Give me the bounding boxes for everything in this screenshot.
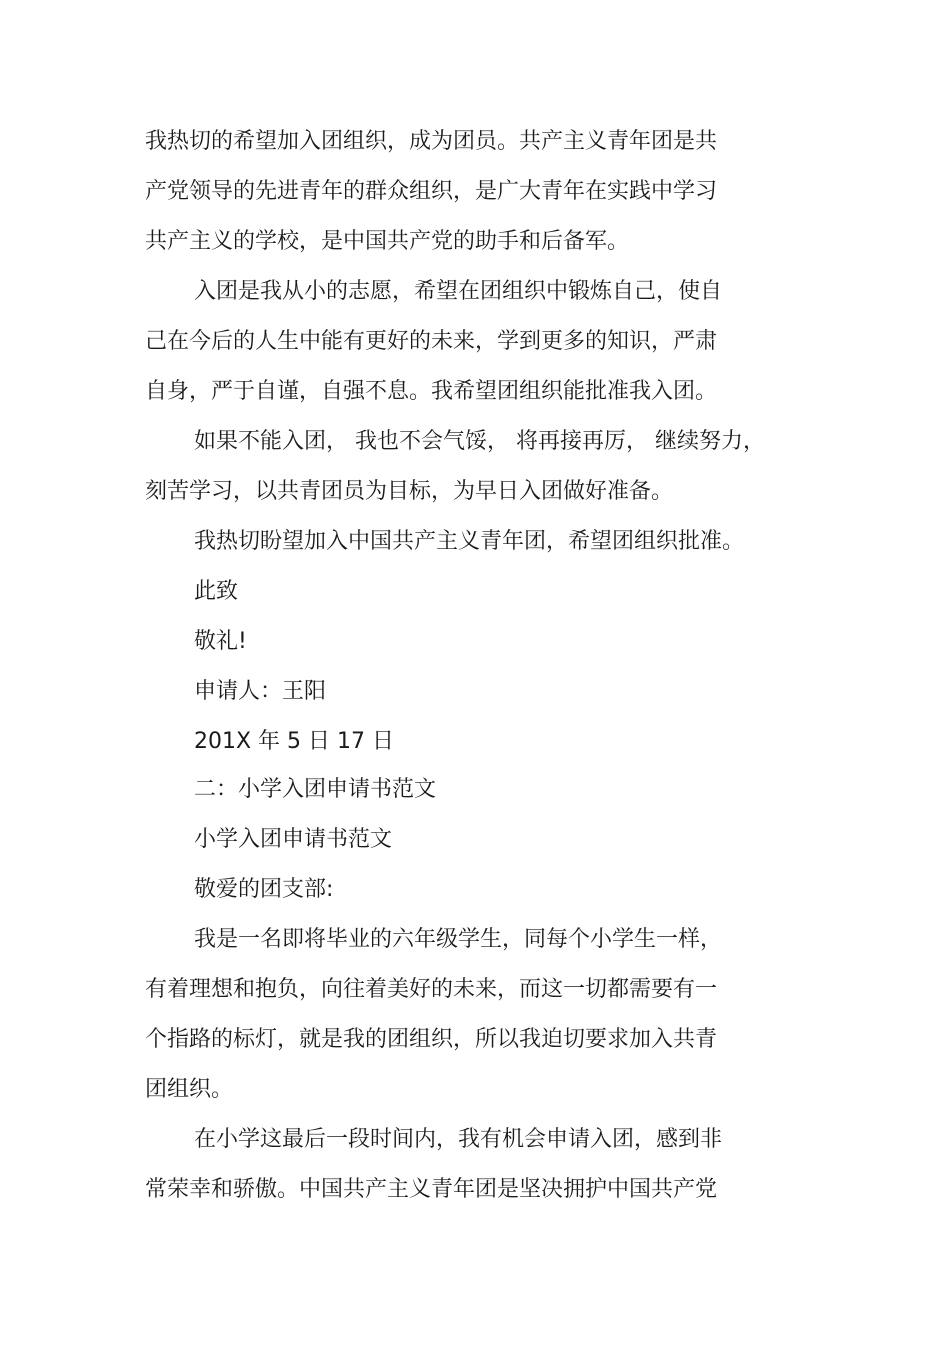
body-text-line: 个指路的标灯，就是我的团组织，所以我迫切要求加入共青	[145, 1027, 718, 1052]
addressee: 敬爱的团支部:	[194, 877, 334, 902]
document-title: 小学入团申请书范文	[194, 827, 393, 852]
body-text-line: 有着理想和抱负，向往着美好的未来，而这一切都需要有一	[145, 977, 718, 1002]
body-text-line: 我热切盼望加入中国共产主义青年团，希望团组织批准。	[194, 529, 745, 554]
closing-regards: 敬礼!	[194, 629, 247, 654]
body-text-line: 我热切的希望加入团组织，成为团员。共产主义青年团是共	[145, 129, 718, 154]
section-heading: 二：小学入团申请书范文	[194, 777, 437, 802]
body-text-line: 在小学这最后一段时间内，我有机会申请入团，感到非	[194, 1127, 723, 1152]
body-text-line: 产党领导的先进青年的群众组织，是广大青年在实践中学习	[145, 179, 718, 204]
body-text-line: 团组织。	[145, 1077, 234, 1102]
body-text-line: 共产主义的学校，是中国共产党的助手和后备军。	[145, 229, 630, 254]
body-text-line: 我是一名即将毕业的六年级学生，同每个小学生一样，	[194, 927, 723, 952]
body-text-line: 入团是我从小的志愿，希望在团组织中锻炼自己，使自	[194, 279, 723, 304]
application-date: 201X 年 5 日 17 日	[194, 729, 395, 754]
body-text-line: 如果不能入团， 我也不会气馁， 将再接再厉， 继续努力，	[194, 429, 765, 454]
applicant-signature: 申请人：王阳	[194, 679, 327, 704]
closing-salutation: 此致	[194, 579, 239, 604]
body-text-line: 己在今后的人生中能有更好的未来，学到更多的知识，严肃	[145, 329, 718, 354]
body-text-line: 刻苦学习，以共青团员为目标，为早日入团做好准备。	[145, 479, 674, 504]
body-text-line: 自身，严于自谨，自强不息。我希望团组织能批准我入团。	[145, 379, 718, 404]
body-text-line: 常荣幸和骄傲。中国共产主义青年团是坚决拥护中国共产党	[145, 1177, 718, 1202]
